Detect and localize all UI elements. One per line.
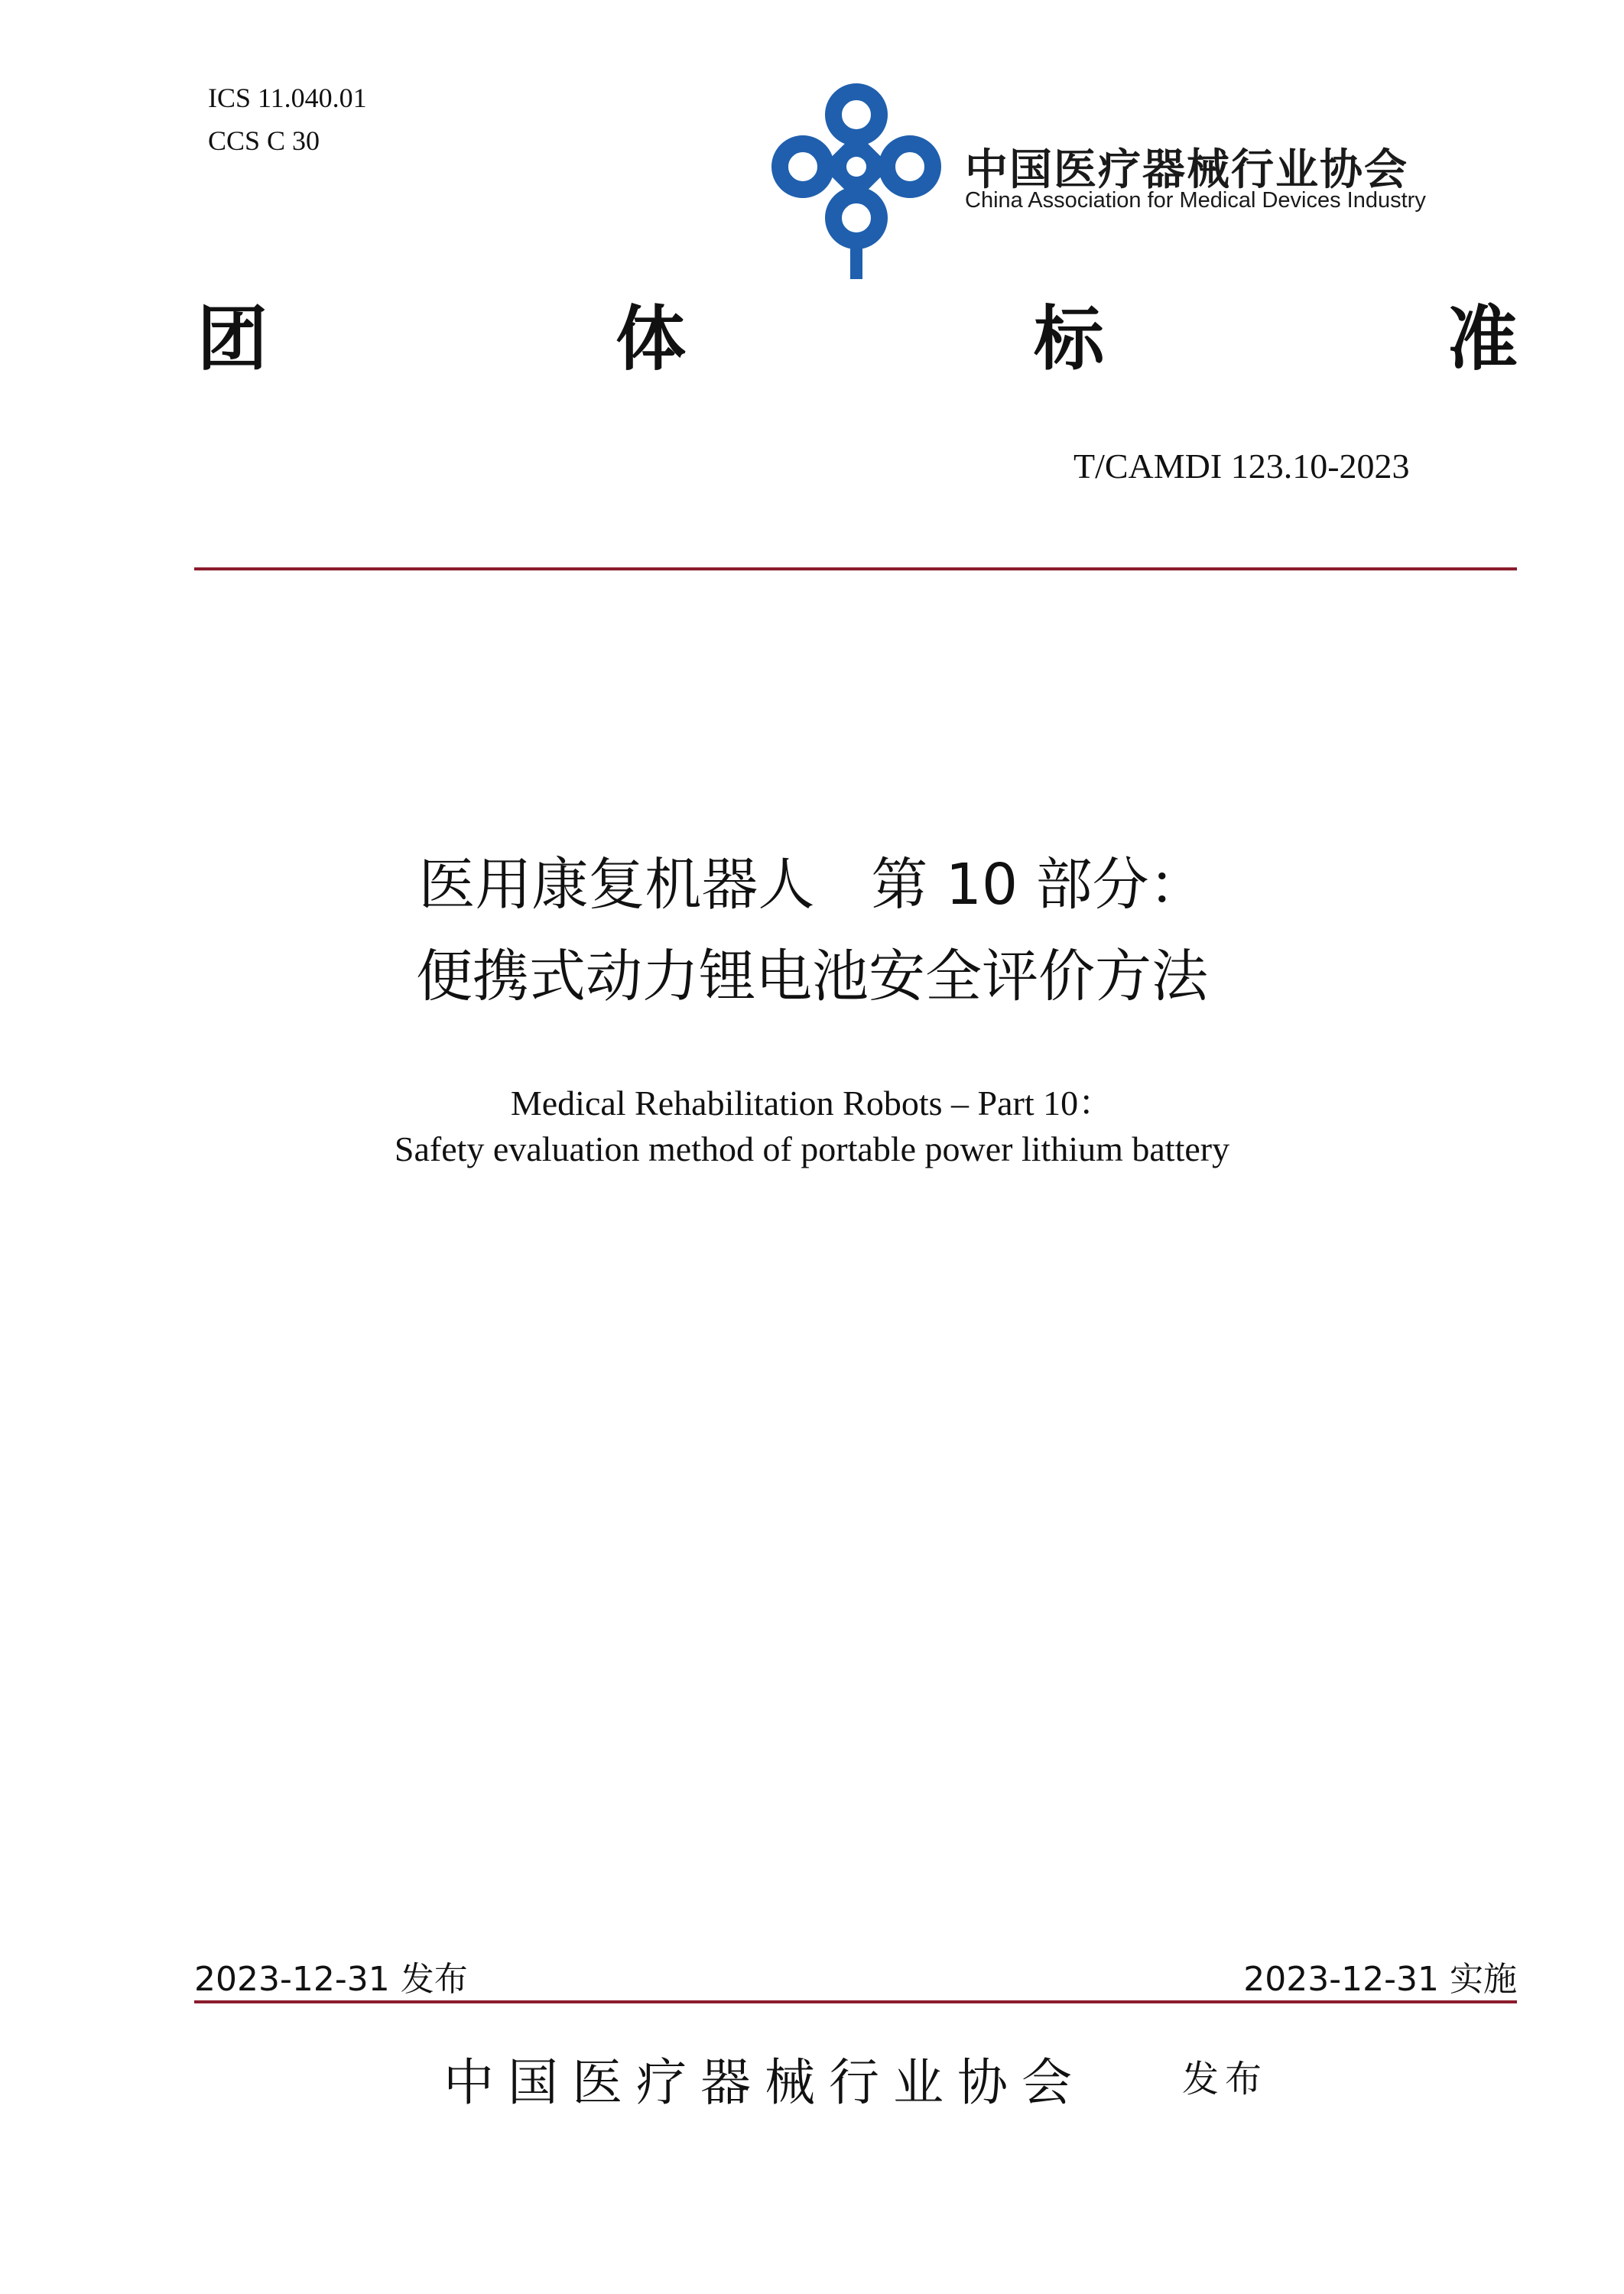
publisher-name: 中国医疗器械行业协会 <box>443 2053 1086 2112</box>
organization-name-cn: 中国医疗器械行业协会 <box>965 145 1408 195</box>
standard-type-char-2: 体 <box>615 298 687 380</box>
publisher-suffix: 发布 <box>1182 2058 1268 2101</box>
footer-rule <box>194 2000 1517 2003</box>
standard-number: T/CAMDI 123.10-2023 <box>1073 447 1410 486</box>
camdi-logo-icon <box>765 76 948 283</box>
standard-type-char-3: 标 <box>1034 298 1105 380</box>
title-en-line2: Safety evaluation method of portable power lithium battery <box>394 1129 1230 1168</box>
organization-name-en: China Association for Medical Devices Industry <box>965 188 1426 213</box>
ics-code: ICS 11.040.01 <box>208 83 367 113</box>
header-rule <box>194 567 1517 570</box>
title-cn-line2: 便携式动力锂电池安全评价方法 <box>416 944 1208 1009</box>
publish-date: 2023-12-31 发布 <box>194 1960 468 1999</box>
ccs-code: CCS C 30 <box>208 125 320 156</box>
standard-type-char-4: 准 <box>1447 298 1518 380</box>
title-cn-line1: 医用康复机器人 第 10 部分： <box>418 852 1206 918</box>
implement-date: 2023-12-31 实施 <box>1243 1960 1517 1999</box>
standard-type-char-1: 团 <box>197 298 268 380</box>
title-en-line1: Medical Rehabilitation Robots – Part 10： <box>510 1084 1114 1123</box>
